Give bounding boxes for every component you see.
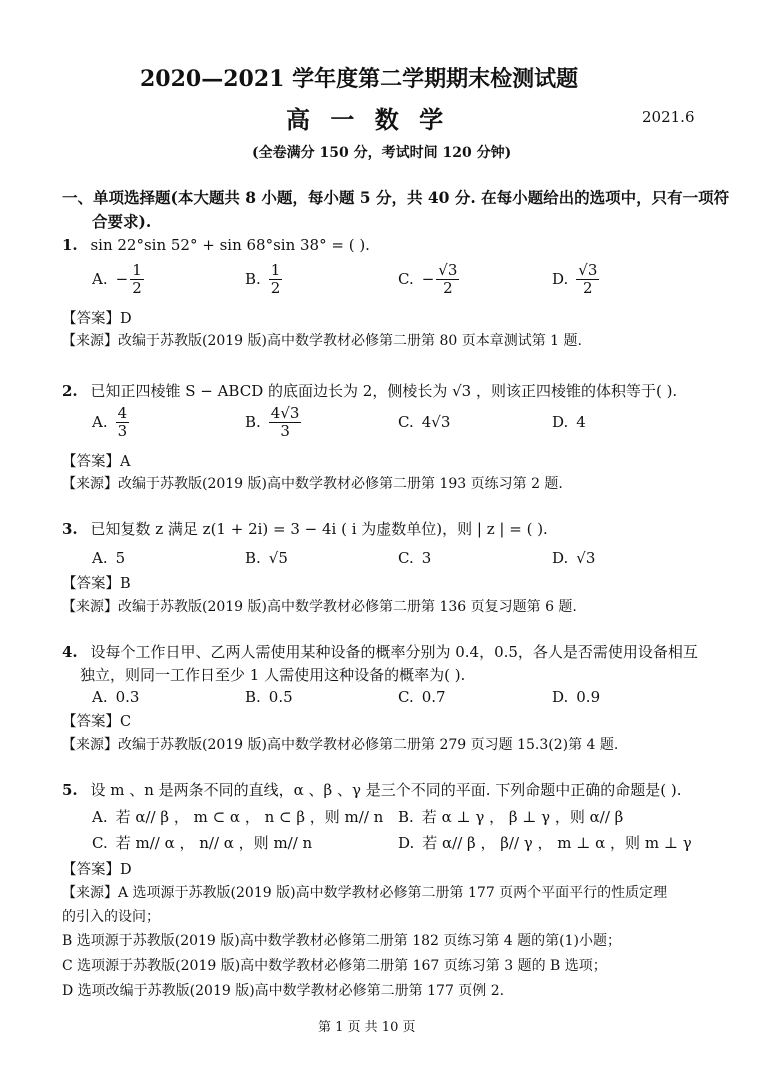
q1-answer: 【答案】D [62,311,132,327]
question-stem: 设每个工作日甲、乙两人需使用某种设备的概率分别为 0.4，0.5，各人是否需使用设备相互 [90,643,698,661]
question-4-cont: 独立，则同一工作日至少 1 人需使用这种设备的概率为( ). [80,666,466,684]
q3-option-d: D. √3 [552,549,596,567]
q4-option-a: A. 0.3 [92,688,140,706]
question-4: 4. 设每个工作日甲、乙两人需使用某种设备的概率分别为 0.4，0.5，各人是否需使用设备相互 [62,643,698,661]
question-3: 3. 已知复数 z 满足 z(1 + 2i) = 3 − 4i ( i 为虚数单位)，则 | z | = ( ). [62,520,548,538]
q4-source: 【来源】改编于苏教版(2019 版)高中数学教材必修第二册第 279 页习题 15.3(2)第 4 题. [62,737,619,753]
question-stem: 已知正四棱锥 S − ABCD 的底面边长为 2，侧棱长为 √3 ，则该正四棱锥的体积等于( ). [90,382,678,400]
page-number: 第 1 页 共 10 页 [318,1020,416,1035]
q3-option-b: B. √5 [245,549,288,567]
q3-option-c: C. 3 [398,549,432,567]
q5-source-line: 的引入的设问； [62,909,160,925]
q5-source-line: 【来源】A 选项源于苏教版(2019 版)高中数学教材必修第二册第 177 页两个平面平行的性质定理 [62,885,668,901]
section-heading: 一、单项选择题(本大题共 8 小题，每小题 5 分，共 40 分. 在每小题给出的选项中，只有一项符 [62,188,730,207]
exam-date: 2021.6 [642,108,695,126]
q1-option-a: A. − $\frac{1}{2}$ [92,261,142,298]
q5-option-d: D. 若 α// β ， β// γ ， m ⊥ α ，则 m ⊥ γ [398,834,692,852]
q1-option-b: B. $\frac{1}{2}$ [245,261,281,298]
q2-answer: 【答案】A [62,454,131,470]
question-5: 5. 设 m 、n 是两条不同的直线，α 、β 、γ 是三个不同的平面. 下列命题中正确的命题是( ). [62,781,682,799]
q4-option-c: C. 0.7 [398,688,446,706]
question-number: 1. [62,236,78,254]
question-1 [62,236,370,254]
q2-source: 【来源】改编于苏教版(2019 版)高中数学教材必修第二册第 193 页练习第 2 题. [62,476,563,492]
q5-source-line: C 选项源于苏教版(2019 版)高中数学教材必修第二册第 167 页练习第 3 题的 B 选项； [62,958,607,974]
q2-option-b: B. $\frac{4√3}{3}$ [245,404,300,441]
q3-option-a: A. 5 [92,549,126,567]
q2-option-d: D. 4 [552,413,586,431]
q4-option-d: D. 0.9 [552,688,601,706]
section-heading-cont: 合要求). [92,212,152,231]
q1-option-c: C. − $\frac{√3}{2}$ [398,261,458,298]
exam-info: (全卷满分 150 分，考试时间 120 分钟) [252,145,512,161]
question-stem: 设 m 、n 是两条不同的直线，α 、β 、γ 是三个不同的平面. 下列命题中正确的命题是( ). [90,781,682,799]
subject-title: 高 一 数 学 [286,105,450,134]
question-stem: 已知复数 z 满足 z(1 + 2i) = 3 − 4i ( i 为虚数单位)，则 | z | = ( ). [90,520,548,538]
question-stem: sin 22°sin 52° + sin 68°sin 38° = ( ). [90,236,370,254]
q3-source: 【来源】改编于苏教版(2019 版)高中数学教材必修第二册第 136 页复习题第 6 题. [62,599,577,615]
q1-source: 【来源】改编于苏教版(2019 版)高中数学教材必修第二册第 80 页本章测试第 1 题. [62,333,582,349]
q1-option-d: D. $\frac{√3}{2}$ [552,261,598,298]
q2-option-a: A. $\frac{4}{3}$ [92,404,128,441]
q5-option-c: C. 若 m// α ， n// α ，则 m// n [92,834,313,852]
q5-option-b: B. 若 α ⊥ γ ， β ⊥ γ ，则 α// β [398,808,624,826]
q2-option-c: C. 4√3 [398,413,451,431]
q4-option-b: B. 0.5 [245,688,293,706]
q5-answer: 【答案】D [62,862,132,878]
q5-source-line: D 选项改编于苏教版(2019 版)高中数学教材必修第二册第 177 页例 2. [62,983,505,999]
q4-answer: 【答案】C [62,714,132,730]
q5-option-a: A. 若 α// β ， m ⊂ α ， n ⊂ β ，则 m// n [92,808,384,826]
question-2: 2. 已知正四棱锥 S − ABCD 的底面边长为 2，侧棱长为 √3 ，则该正四棱锥的体积等于( ). [62,382,678,400]
exam-title: 2020—2021 学年度第二学期期末检测试题 [140,66,579,92]
q5-source-line: B 选项源于苏教版(2019 版)高中数学教材必修第二册第 182 页练习第 4 题的第(1)小题； [62,933,622,949]
q3-answer: 【答案】B [62,576,131,592]
